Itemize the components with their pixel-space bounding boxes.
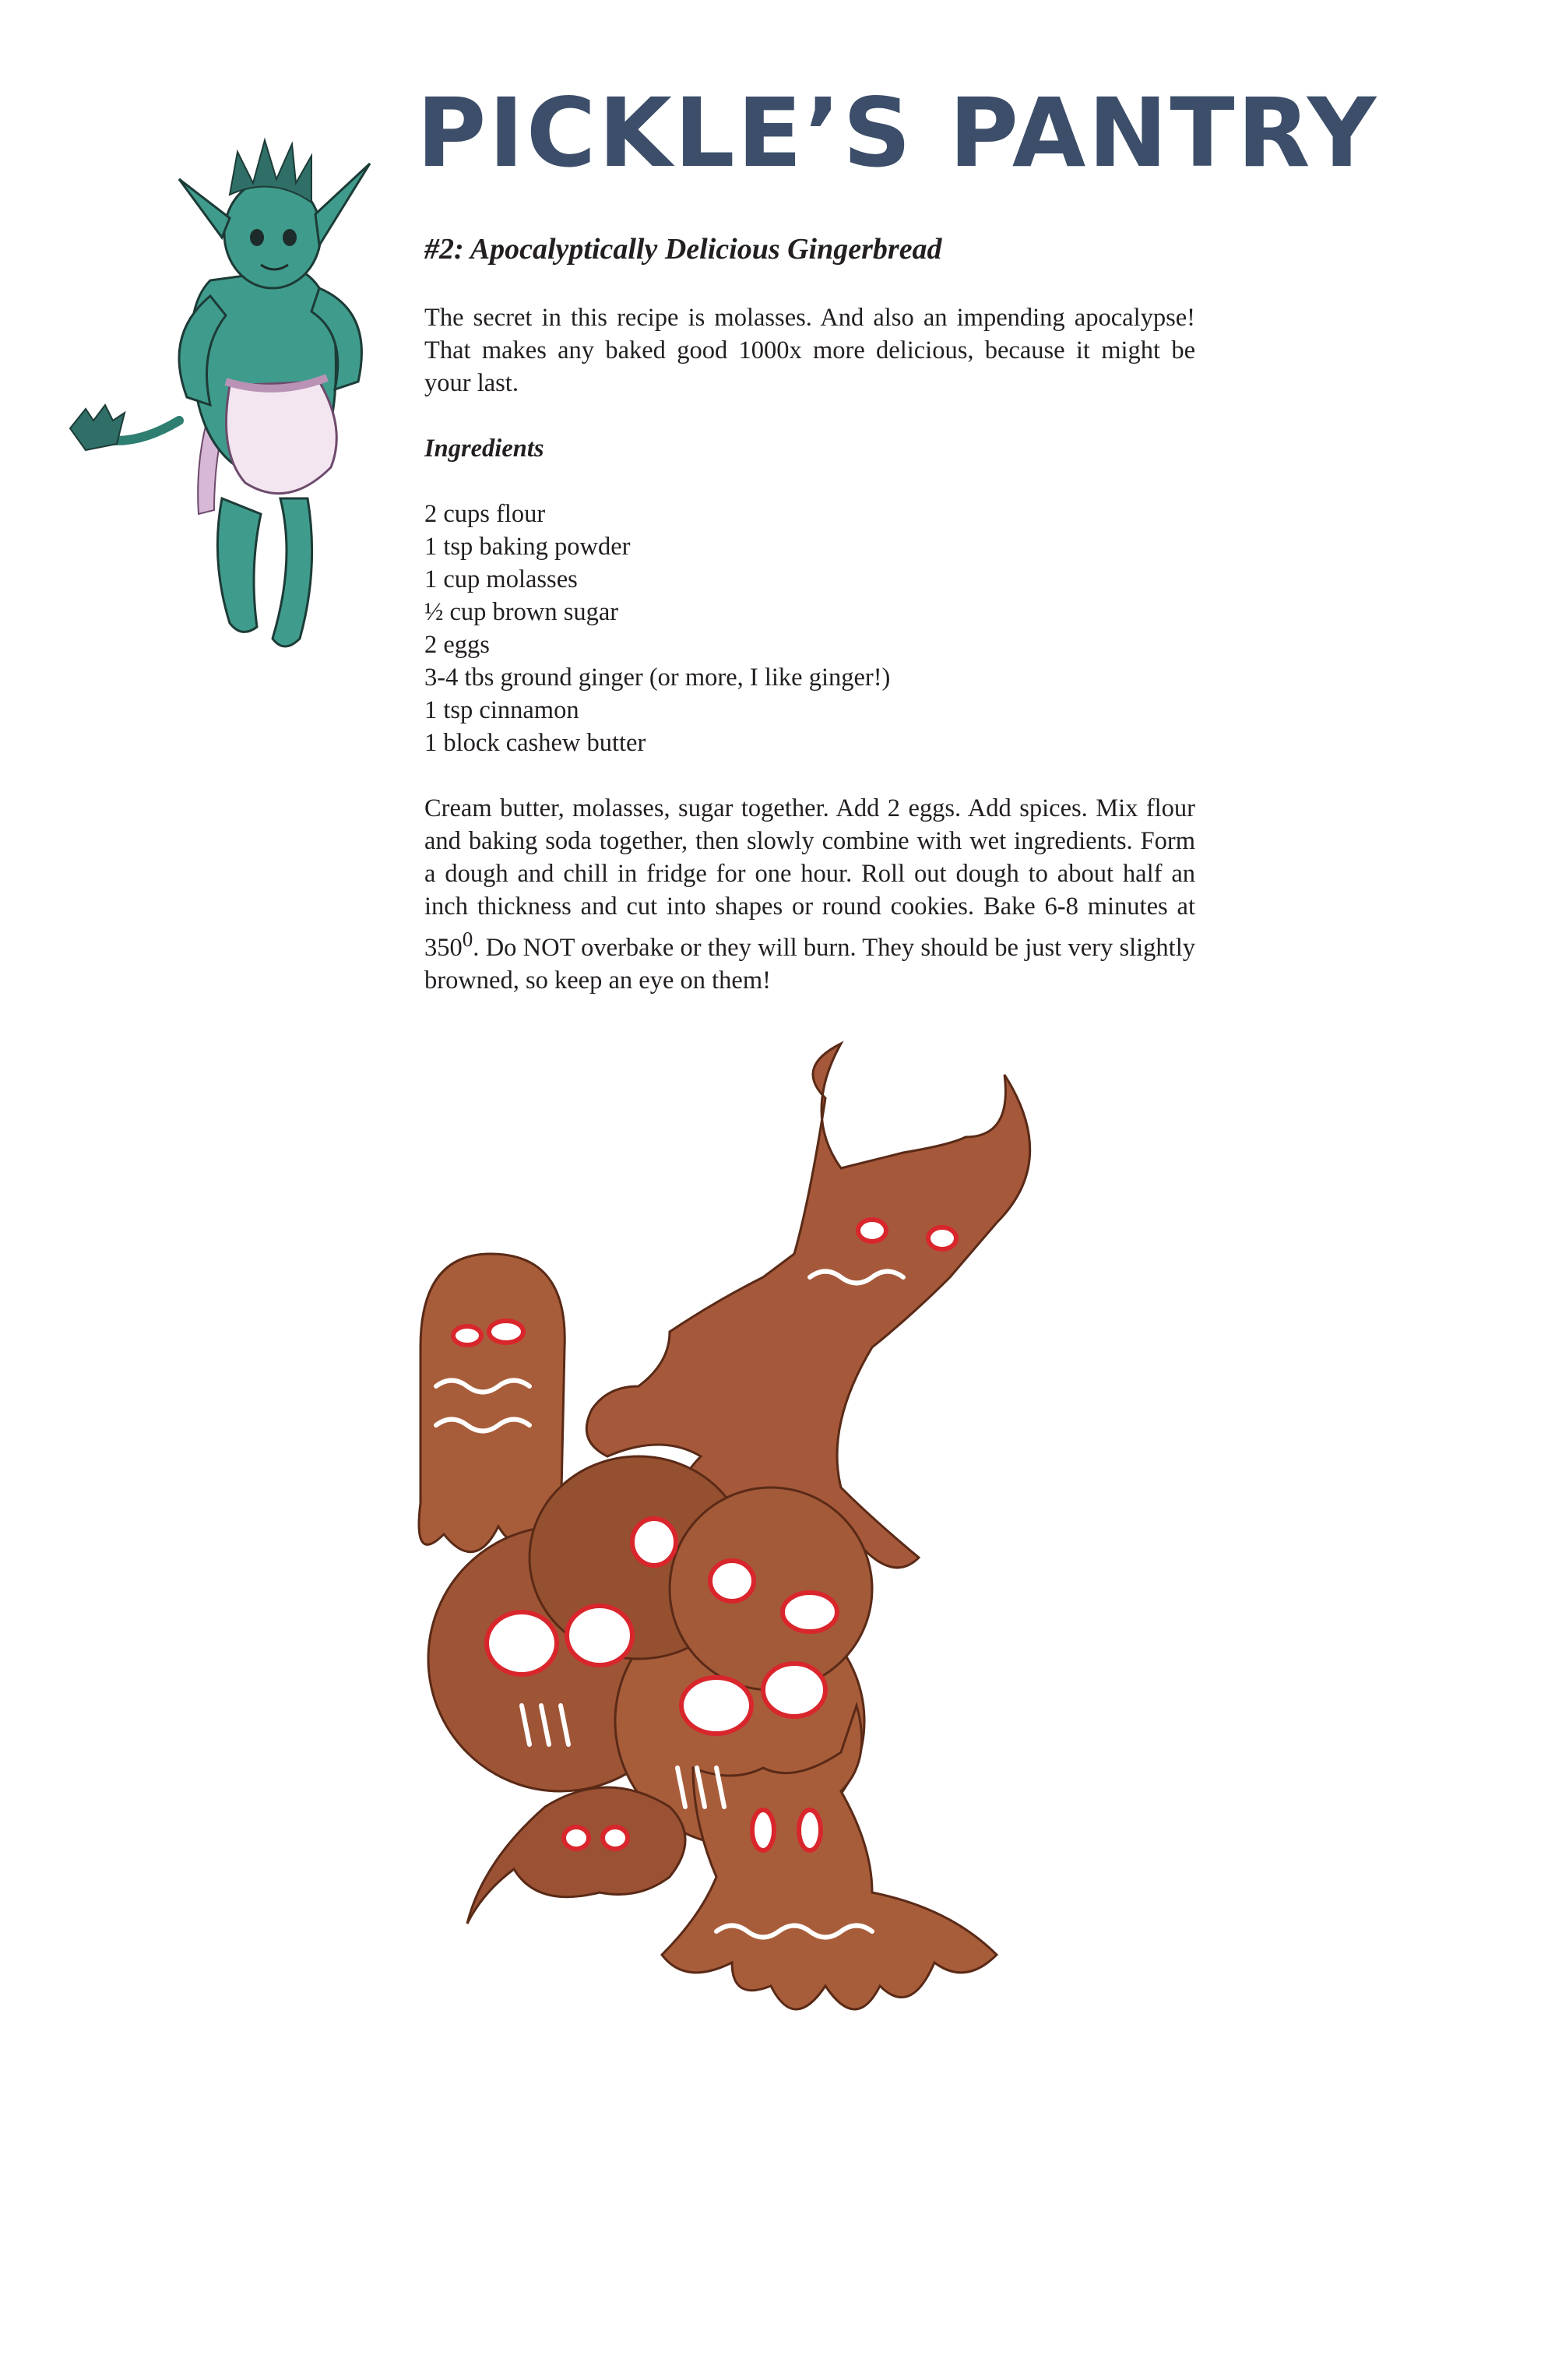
ingredient-item: 2 eggs [424,631,490,659]
ingredient-item: 1 cup molasses [424,565,578,593]
ingredient-item: 1 block cashew butter [424,729,646,757]
monster-gingerbread-cookies-illustration [405,1020,1106,2235]
ingredient-item: 1 tsp cinnamon [424,696,579,724]
page-title: PICKLE’S PANTRY [417,78,1379,188]
ingredients-heading: Ingredients [424,435,544,463]
ingredient-item: 3-4 tbs ground ginger (or more, I like ginger!) [424,664,891,692]
ingredient-item: 2 cups flour [424,500,546,528]
method-text-part2: . Do NOT overbake or they will burn. They should be just very slightly browned, so keep an eye on them! [424,933,1195,995]
ingredient-item: ½ cup brown sugar [424,598,619,626]
degree-mark: 0 [462,928,473,951]
recipe-title: #2: Apocalyptically Delicious Gingerbread [424,233,942,266]
goblin-chef-illustration [62,78,397,670]
recipe-content [424,230,1195,997]
method-text-part1: Cream butter, molasses, sugar together. Add 2 eggs. Add spices. Mix flour and baking soda together, then slowly combine with wet ingredients. Form a dough and chill in fridge for one hour. Roll out dough to about half an inch thickness and cut into shapes or round cookies. Bake 6-8 minutes at 350 [424,794,1195,962]
recipe-method [424,792,1195,997]
recipe-intro: The secret in this recipe is molasses. And also an impending apocalypse! That makes any baked good 1000x more delicious, because it might be your last. [424,304,1195,397]
ingredient-item: 1 tsp baking powder [424,533,631,561]
ingredients-list [424,498,1195,759]
